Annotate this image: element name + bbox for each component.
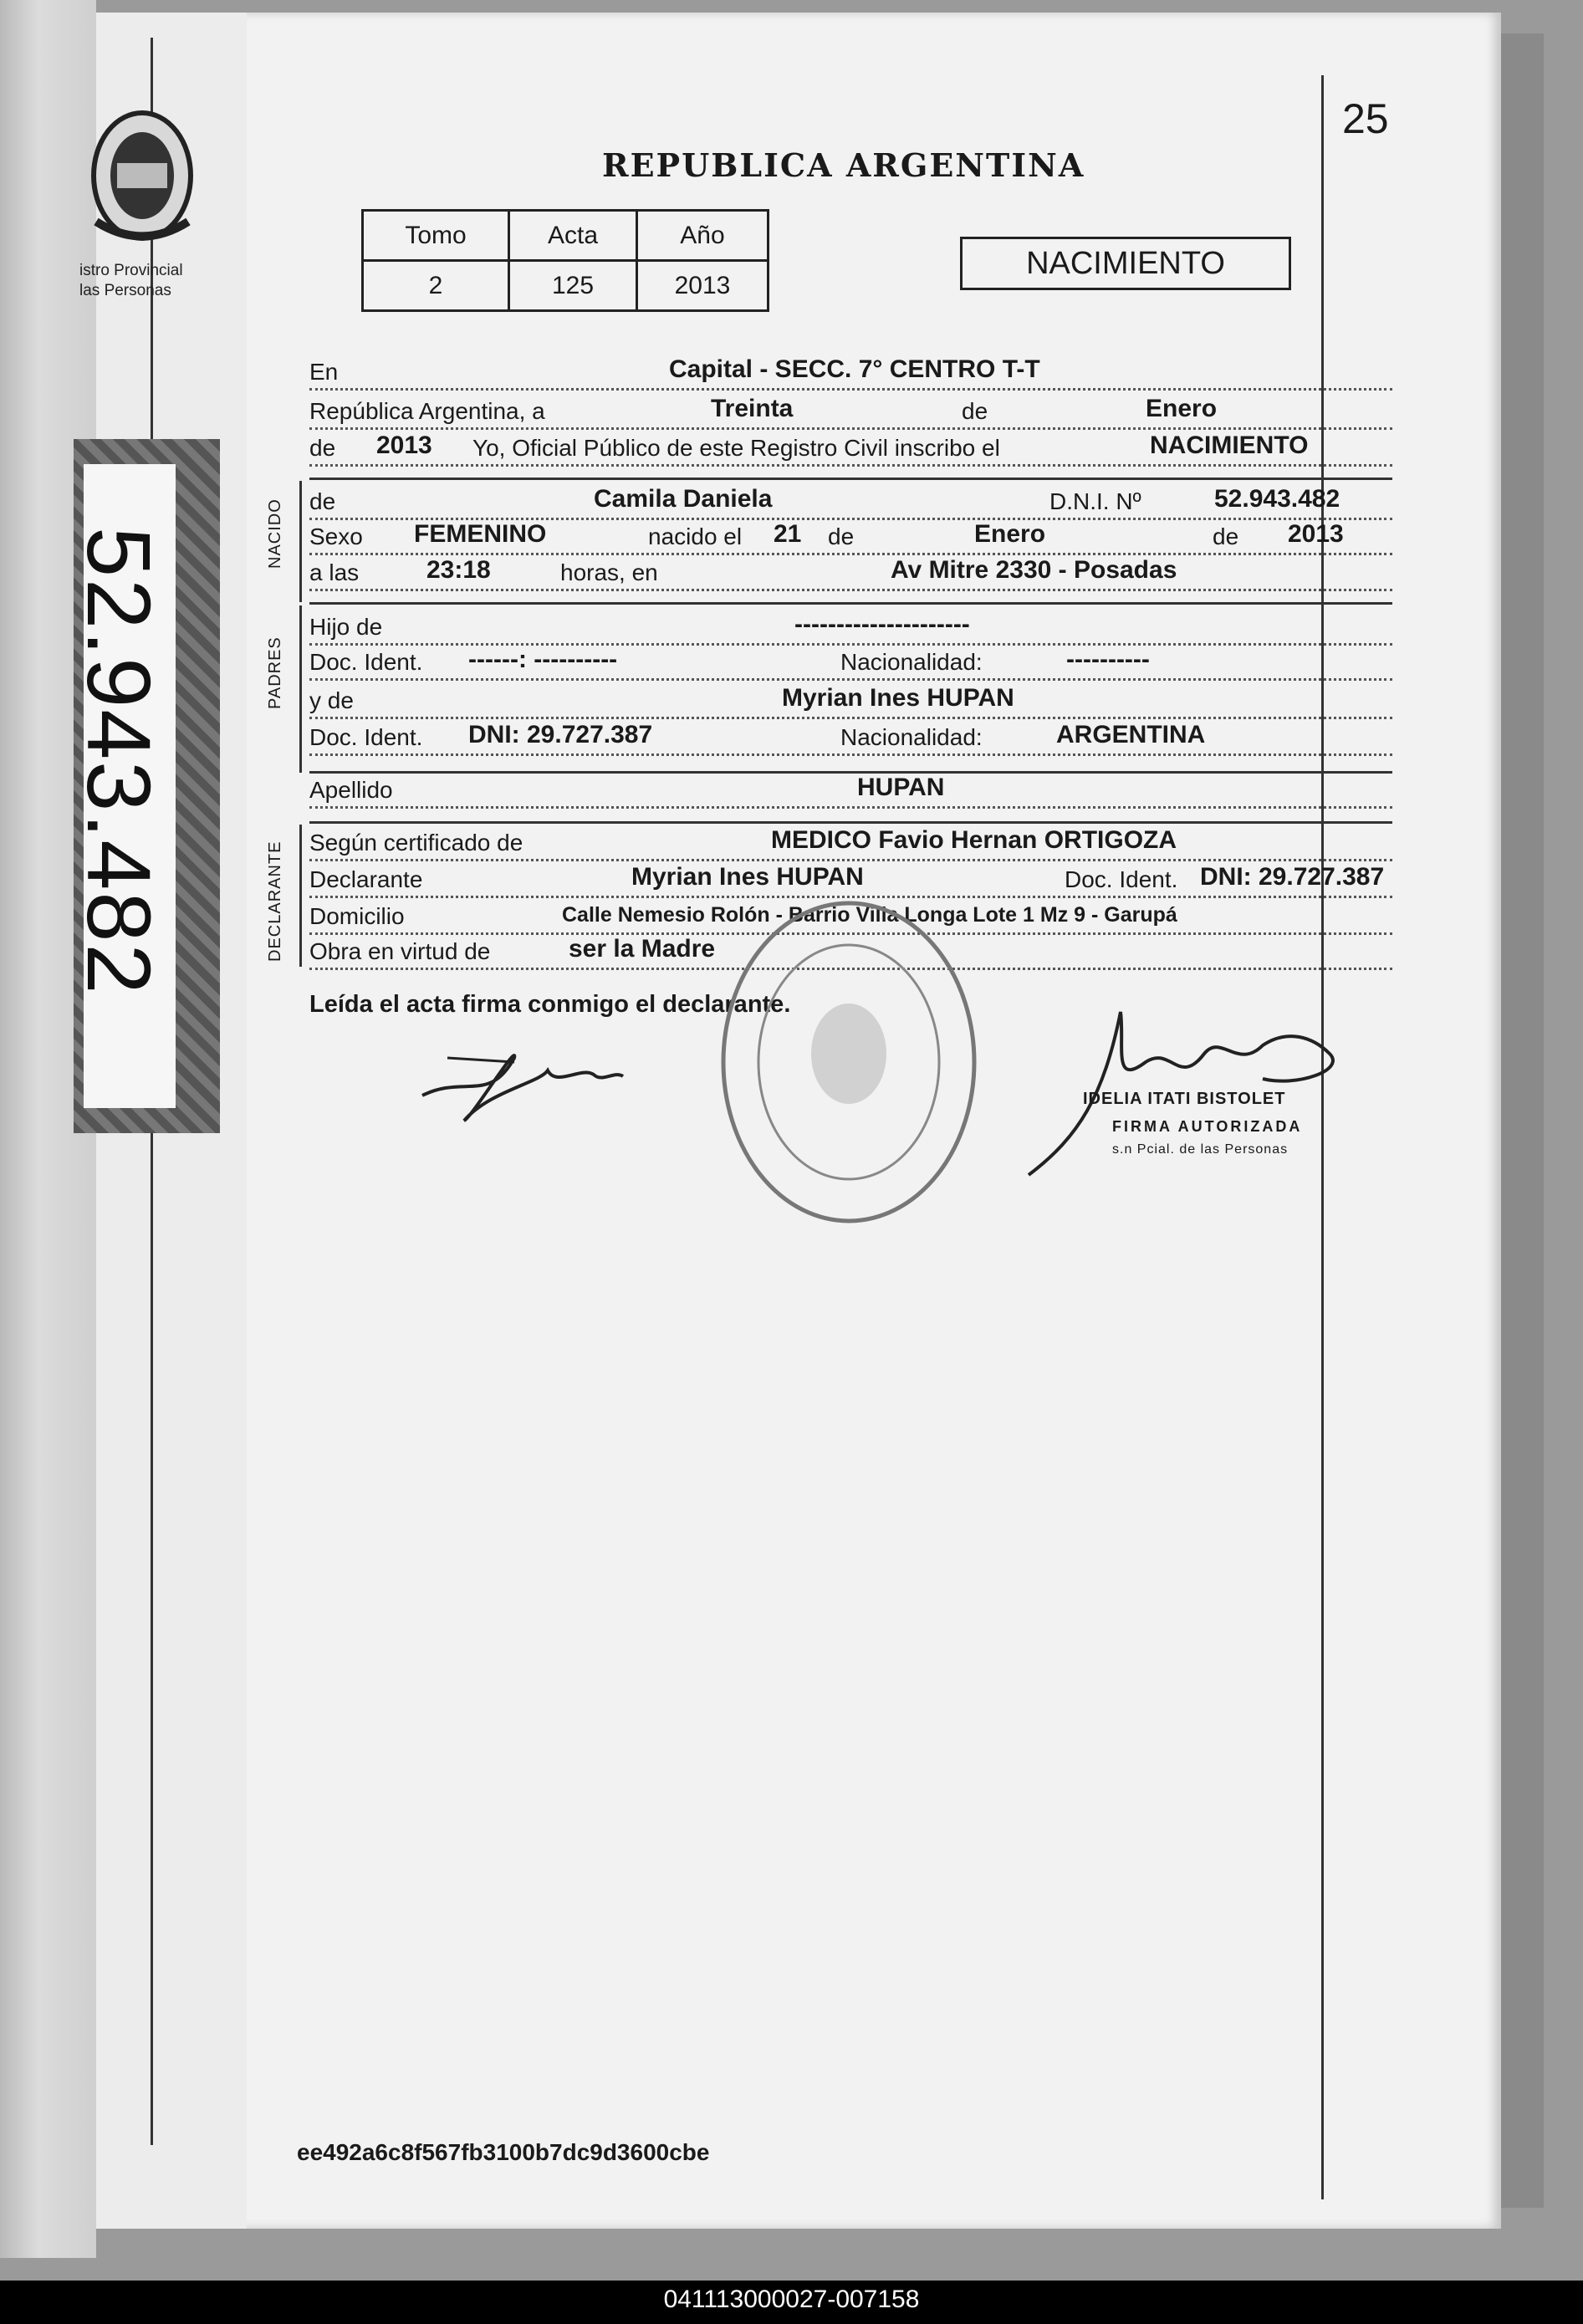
value-declarante: Myrian Ines HUPAN: [631, 863, 864, 891]
section-divider: [309, 478, 1392, 480]
value-hijo: ---------------------: [794, 610, 970, 638]
row-certificado: [309, 826, 1392, 863]
section-divider: [309, 602, 1392, 605]
value-dni: 52.943.482: [1214, 485, 1340, 513]
label-y-de: y de: [309, 687, 354, 713]
dotted-line: [309, 678, 1392, 681]
label-obra: Obra en virtud de: [309, 938, 491, 964]
dotted-line: [309, 464, 1392, 467]
registry-caption-line1: istro Provincial: [79, 262, 183, 279]
value-doc-declarante: DNI: 29.727.387: [1200, 863, 1385, 891]
value-nacido-mes: Enero: [974, 520, 1046, 548]
header-anio: Año: [637, 211, 769, 261]
record-table-header-row: [363, 211, 769, 261]
officer-office: s.n Pcial. de las Personas: [1112, 1142, 1289, 1157]
value-sexo: FEMENINO: [414, 520, 547, 548]
official-stamp: [715, 895, 983, 1229]
label-de: de: [962, 398, 988, 424]
row-hijo: [309, 610, 1392, 647]
label-domicilio: Domicilio: [309, 903, 405, 929]
value-en: Capital - SECC. 7° CENTRO T-T: [669, 355, 1040, 383]
section-bar-nacido: [299, 481, 302, 602]
row-nombre: [309, 485, 1392, 522]
value-domicilio: Calle Nemesio Rolón - Barrio Villa Longa Lote 1 Mz 9 - Garupá: [562, 903, 1177, 927]
registry-caption-line2: las Personas: [79, 282, 171, 299]
dotted-line: [309, 859, 1392, 861]
document-title: REPUBLICA ARGENTINA: [602, 146, 1085, 184]
section-bar-padres: [299, 605, 302, 773]
label-nacido-de2: de: [1213, 524, 1239, 549]
dotted-line: [309, 717, 1392, 719]
label-doc-declarante: Doc. Ident.: [1065, 866, 1178, 892]
label-nacido-de: de: [828, 524, 855, 549]
registry-seal-logo: [88, 105, 197, 247]
record-type-box: NACIMIENTO: [960, 237, 1291, 290]
value-nacido-anio: 2013: [1288, 520, 1344, 548]
officer-name: IDELIA ITATI BISTOLET: [1083, 1090, 1286, 1108]
page-number: 25: [1342, 95, 1389, 142]
value-anio: 2013: [637, 261, 769, 311]
label-declarante: Declarante: [309, 866, 423, 892]
value-nombre: Camila Daniela: [594, 485, 773, 513]
dotted-line: [309, 806, 1392, 809]
value-certificado: MEDICO Favio Hernan ORTIGOZA: [771, 826, 1177, 854]
value-nacionalidad-padre: ----------: [1066, 646, 1150, 673]
side-label-declarante: DECLARANTE: [266, 840, 284, 962]
header-tomo: Tomo: [363, 211, 509, 261]
registry-caption: [79, 261, 183, 301]
label-certificado: Según certificado de: [309, 830, 523, 856]
label-nombre: de: [309, 488, 336, 514]
value-nacido-dia: 21: [774, 520, 802, 548]
label-horas-en: horas, en: [560, 559, 658, 585]
label-dni: D.N.I. Nº: [1049, 488, 1141, 514]
declarant-signature: [414, 1024, 631, 1125]
value-obra: ser la Madre: [569, 935, 716, 963]
record-table: [361, 209, 769, 312]
value-tomo: 2: [363, 261, 509, 311]
label-doc-madre: Doc. Ident.: [309, 724, 423, 750]
label-republica: República Argentina, a: [309, 398, 545, 424]
row-fecha: [309, 395, 1392, 432]
label-en: En: [309, 359, 339, 385]
label-hijo: Hijo de: [309, 614, 383, 640]
record-table-value-row: [363, 261, 769, 311]
label-nacionalidad-madre: Nacionalidad:: [840, 724, 983, 750]
value-doc-padre: ------: ----------: [468, 646, 618, 673]
label-yo: Yo, Oficial Público de este Registro Civil inscribo el: [472, 435, 1000, 461]
side-label-padres: PADRES: [266, 636, 284, 709]
value-madre: Myrian Ines HUPAN: [782, 684, 1014, 712]
row-en: [309, 355, 1392, 392]
dotted-line: [309, 753, 1392, 756]
vertical-id-number: 52.943.482: [69, 527, 170, 996]
value-doc-madre: DNI: 29.727.387: [468, 721, 653, 748]
row-apellido: [309, 774, 1392, 810]
value-apellido: HUPAN: [857, 774, 945, 801]
value-inscribo: NACIMIENTO: [1150, 432, 1309, 459]
label-sexo: Sexo: [309, 524, 363, 549]
label-apellido: Apellido: [309, 777, 393, 803]
row-sexo: [309, 520, 1392, 557]
closing-statement: Leída el acta firma conmigo el declarante.: [309, 991, 791, 1018]
officer-role: FIRMA AUTORIZADA: [1112, 1118, 1303, 1135]
dotted-line: [309, 427, 1392, 430]
label-de-anio: de: [309, 435, 336, 461]
row-madre: [309, 684, 1392, 721]
section-divider: [309, 821, 1392, 824]
value-nacionalidad-madre: ARGENTINA: [1056, 721, 1206, 748]
value-lugar: Av Mitre 2330 - Posadas: [891, 556, 1177, 584]
header-acta: Acta: [509, 211, 637, 261]
dotted-line: [309, 388, 1392, 391]
document-hash: ee492a6c8f567fb3100b7dc9d3600cbe: [297, 2139, 710, 2165]
label-nacido: nacido el: [648, 524, 743, 549]
row-doc-madre: [309, 721, 1392, 758]
dotted-line: [309, 589, 1392, 591]
label-hora: a las: [309, 559, 360, 585]
row-inscripcion: [309, 432, 1392, 468]
footer-code: 041113000027-007158: [663, 2286, 920, 2313]
value-acta: 125: [509, 261, 637, 311]
value-anio: 2013: [376, 432, 432, 459]
value-hora: 23:18: [426, 556, 491, 584]
row-hora: [309, 556, 1392, 593]
value-mes: Enero: [1146, 395, 1218, 422]
row-doc-padre: [309, 646, 1392, 682]
label-nacionalidad-padre: Nacionalidad:: [840, 649, 983, 675]
dotted-line: [309, 553, 1392, 555]
value-dia: Treinta: [711, 395, 794, 422]
label-doc-padre: Doc. Ident.: [309, 649, 423, 675]
side-label-nacido: NACIDO: [266, 498, 284, 569]
section-bar-declarante: [299, 825, 302, 967]
